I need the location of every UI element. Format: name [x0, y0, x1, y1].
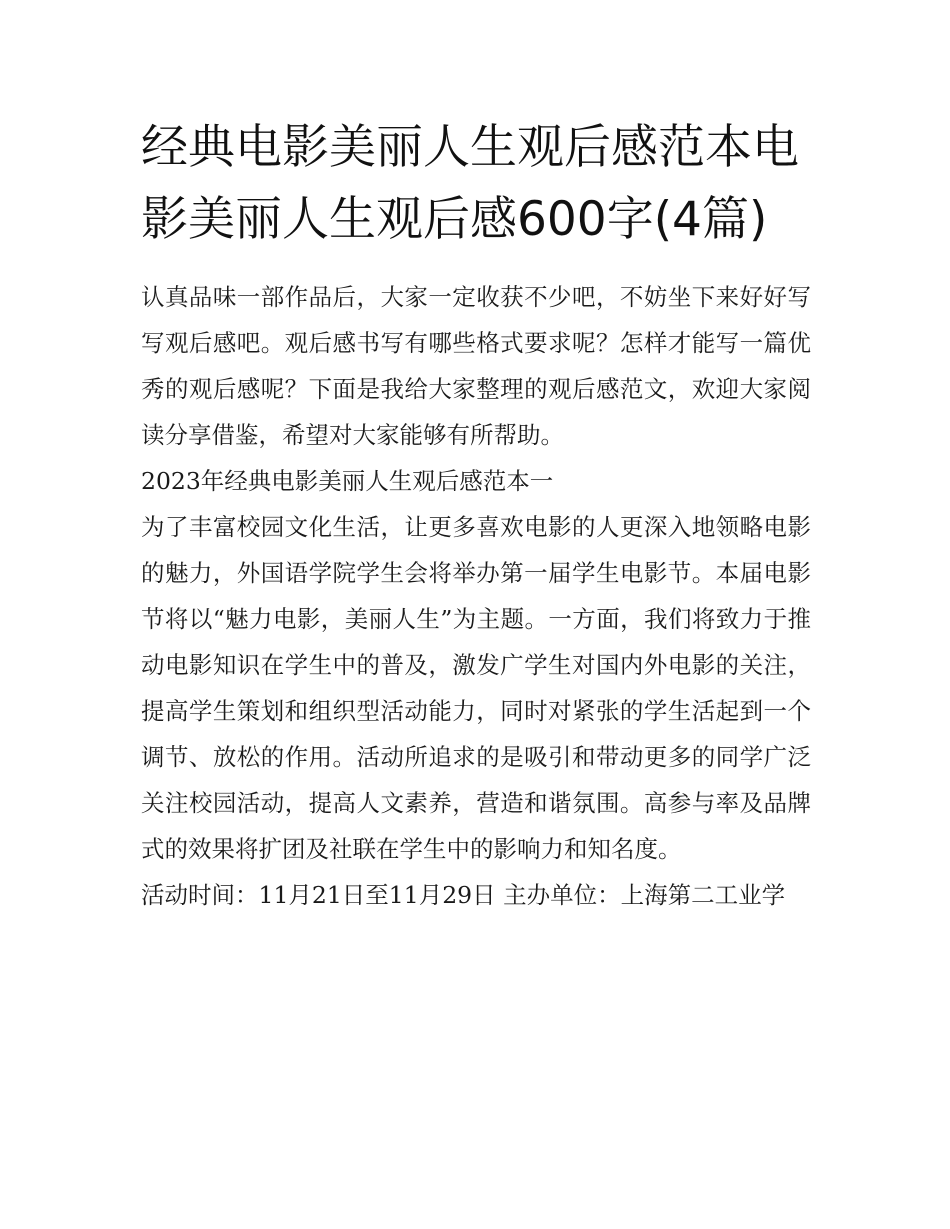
- event-info-line: 活动时间：11月21日至11月29日 主办单位：上海第二工业学: [141, 881, 786, 909]
- intro-paragraph: 认真品味一部作品后，大家一定收获不少吧，不妨坐下来好好写写观后感吧。观后感书写有哪些格式要求呢？怎样才能写一篇优秀的观后感呢？下面是我给大家整理的观后感范文，欢迎大家阅读分享借鉴，希望对大家能够有所帮助。: [141, 283, 811, 449]
- document-title: 经典电影美丽人生观后感范本电影美丽人生观后感600字(4篇): [141, 120, 799, 247]
- document-content: [141, 112, 811, 918]
- body-paragraph: 为了丰富校园文化生活，让更多喜欢电影的人更深入地领略电影的魅力，外国语学院学生会将举办第一届学生电影节。本届电影节将以“魅力电影，美丽人生”为主题。一方面，我们将致力于推动电影知识在学生中的普及，激发广学生对国内外电影的关注，提高学生策划和组织型活动能力，同时对紧张的学生活起到一个调节、放松的作用。活动所追求的是吸引和带动更多的同学广泛关注校园活动，提高人文素养，营造和谐氛围。高参与率及品牌式的效果将扩团及社联在学生中的影响力和知名度。: [141, 513, 811, 863]
- section-heading: 2023年经典电影美丽人生观后感范本一: [141, 467, 554, 495]
